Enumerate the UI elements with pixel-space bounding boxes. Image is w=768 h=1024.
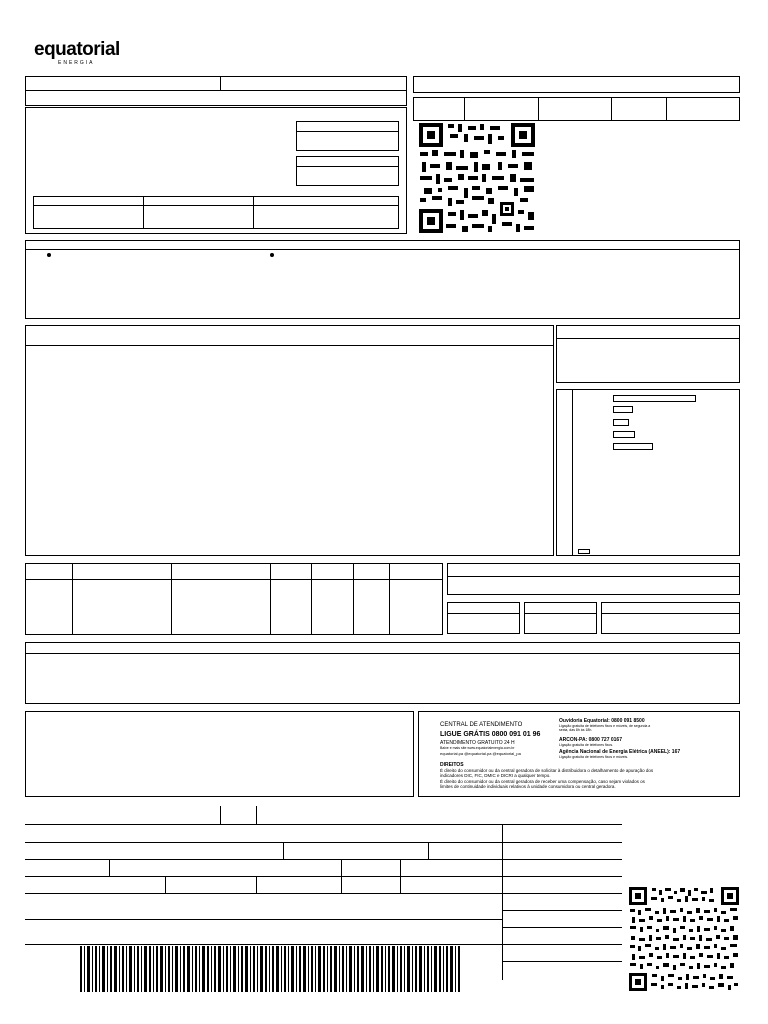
messages-box <box>25 642 740 704</box>
tax-table-box <box>25 563 443 635</box>
tax-col-2 <box>171 563 172 635</box>
arcon-title: ARCON-PA: 0800 727 0167 <box>559 737 622 743</box>
account-box-1-divider <box>296 131 399 132</box>
pix-qr-code-icon <box>628 886 740 992</box>
slip-line-6 <box>502 910 622 911</box>
rights-line-4: limites de continuidade individuais relativos à unidade consumidora ou central geradora. <box>440 784 616 789</box>
consumption-axis <box>572 389 573 556</box>
ombudsman-note: Ligação gratuita de telefones fixos e móveis, de segunda a sexta, das 8h às 18h. <box>559 724 651 732</box>
measurement-divider <box>447 576 740 577</box>
history-bar-3 <box>613 419 629 426</box>
rights-title: DIREITOS <box>440 762 464 768</box>
billing-items-divider <box>25 345 554 346</box>
slip-div-b <box>428 842 429 859</box>
reading-box-divider <box>33 205 399 206</box>
history-bar-2 <box>613 406 633 413</box>
slip-line-10 <box>502 961 622 962</box>
slip-line-2 <box>25 842 622 843</box>
phone-line: LIGUE GRÁTIS 0800 091 01 96 <box>440 731 541 738</box>
reading-box <box>33 196 399 229</box>
slip-div-f <box>165 876 166 893</box>
central-heading: CENTRAL DE ATENDIMENTO <box>440 722 523 728</box>
account-box-2 <box>296 156 399 186</box>
due-col-1 <box>464 97 465 121</box>
due-col-4 <box>666 97 667 121</box>
rights-line-1: É direito do consumidor ou da central geradora de solicitar à distribuidora o detalhamento de apuração dos <box>440 768 654 773</box>
equatorial-logo: equatorial <box>34 39 120 60</box>
social-line: equatorial.pa @equatorial.pa @equatorial_pa <box>440 751 521 756</box>
tax-col-1 <box>72 563 73 635</box>
tax-col-4 <box>311 563 312 635</box>
messages-divider <box>25 653 740 654</box>
slip-line-4 <box>25 876 622 877</box>
total-box <box>556 325 740 383</box>
indicator-box-3-divider <box>601 613 740 614</box>
indicator-box-2 <box>524 602 597 634</box>
billing-items-box <box>25 325 554 556</box>
history-bar-1 <box>613 395 696 402</box>
app-note: Baixe e mais site www.equatorialenergia.com.br <box>440 746 515 750</box>
slip-div-g <box>256 876 257 893</box>
aneel-note: Ligação gratuita de telefones fixos e móveis. <box>559 755 629 759</box>
slip-line-3 <box>25 859 622 860</box>
consumption-history-box <box>556 389 740 556</box>
ombudsman-title: Ouvidoria Equatorial: 0800 091 8500 <box>559 718 645 724</box>
slip-line-5 <box>25 893 622 894</box>
reading-col-1 <box>143 196 144 229</box>
reserved-box <box>25 711 414 797</box>
notice-bullet-2 <box>270 253 274 257</box>
slip-tick-2 <box>256 806 257 824</box>
aneel-title: Agência Nacional de Energia Elétrica (ANEEL): 167 <box>559 749 681 755</box>
tax-col-3 <box>270 563 271 635</box>
tax-table-divider <box>25 579 443 580</box>
due-col-3 <box>611 97 612 121</box>
account-box-2-divider <box>296 166 399 167</box>
tax-col-5 <box>353 563 354 635</box>
slip-div-e <box>400 859 401 893</box>
due-header-box <box>413 76 740 93</box>
slip-line-7 <box>25 919 502 920</box>
header-divider <box>25 90 407 91</box>
account-box-1 <box>296 121 399 151</box>
notice-bullet-1 <box>47 253 51 257</box>
history-bar-6 <box>578 549 590 554</box>
slip-line-9 <box>25 944 622 945</box>
barcode-icon <box>80 946 460 992</box>
slip-right-border <box>502 824 503 980</box>
due-values-box <box>413 97 740 121</box>
history-bar-5 <box>613 443 653 450</box>
indicator-box-1-divider <box>447 613 520 614</box>
logo-tagline: ENERGIA <box>58 60 95 66</box>
reading-col-2 <box>253 196 254 229</box>
slip-div-a <box>283 842 284 859</box>
indicator-box-2-divider <box>524 613 597 614</box>
slip-div-c <box>109 859 110 876</box>
arcon-note: Ligação gratuita de telefones fixos. <box>559 743 614 747</box>
free-service-note: ATENDIMENTO GRATUITO 24 H <box>440 740 515 746</box>
measurement-box <box>447 563 740 595</box>
indicator-box-3 <box>601 602 740 634</box>
rights-line-3: É direito do consumidor ou da central geradora de receber uma compensação, caso sejam violados os <box>440 779 645 784</box>
rights-line-2: indicadores DIC, FIC, DMIC e DICRI a qualquer tempo. <box>440 773 551 778</box>
header-split <box>220 76 221 91</box>
due-col-2 <box>538 97 539 121</box>
header-info-box <box>25 76 407 106</box>
total-box-divider <box>556 338 740 339</box>
payment-qr-code-icon <box>418 122 536 234</box>
notices-divider <box>25 249 740 250</box>
slip-line-1 <box>25 824 622 825</box>
notices-box <box>25 240 740 319</box>
tax-col-6 <box>389 563 390 635</box>
slip-tick-1 <box>220 806 221 824</box>
indicator-box-1 <box>447 602 520 634</box>
slip-div-d <box>341 859 342 893</box>
history-bar-4 <box>613 431 635 438</box>
slip-line-8 <box>502 927 622 928</box>
